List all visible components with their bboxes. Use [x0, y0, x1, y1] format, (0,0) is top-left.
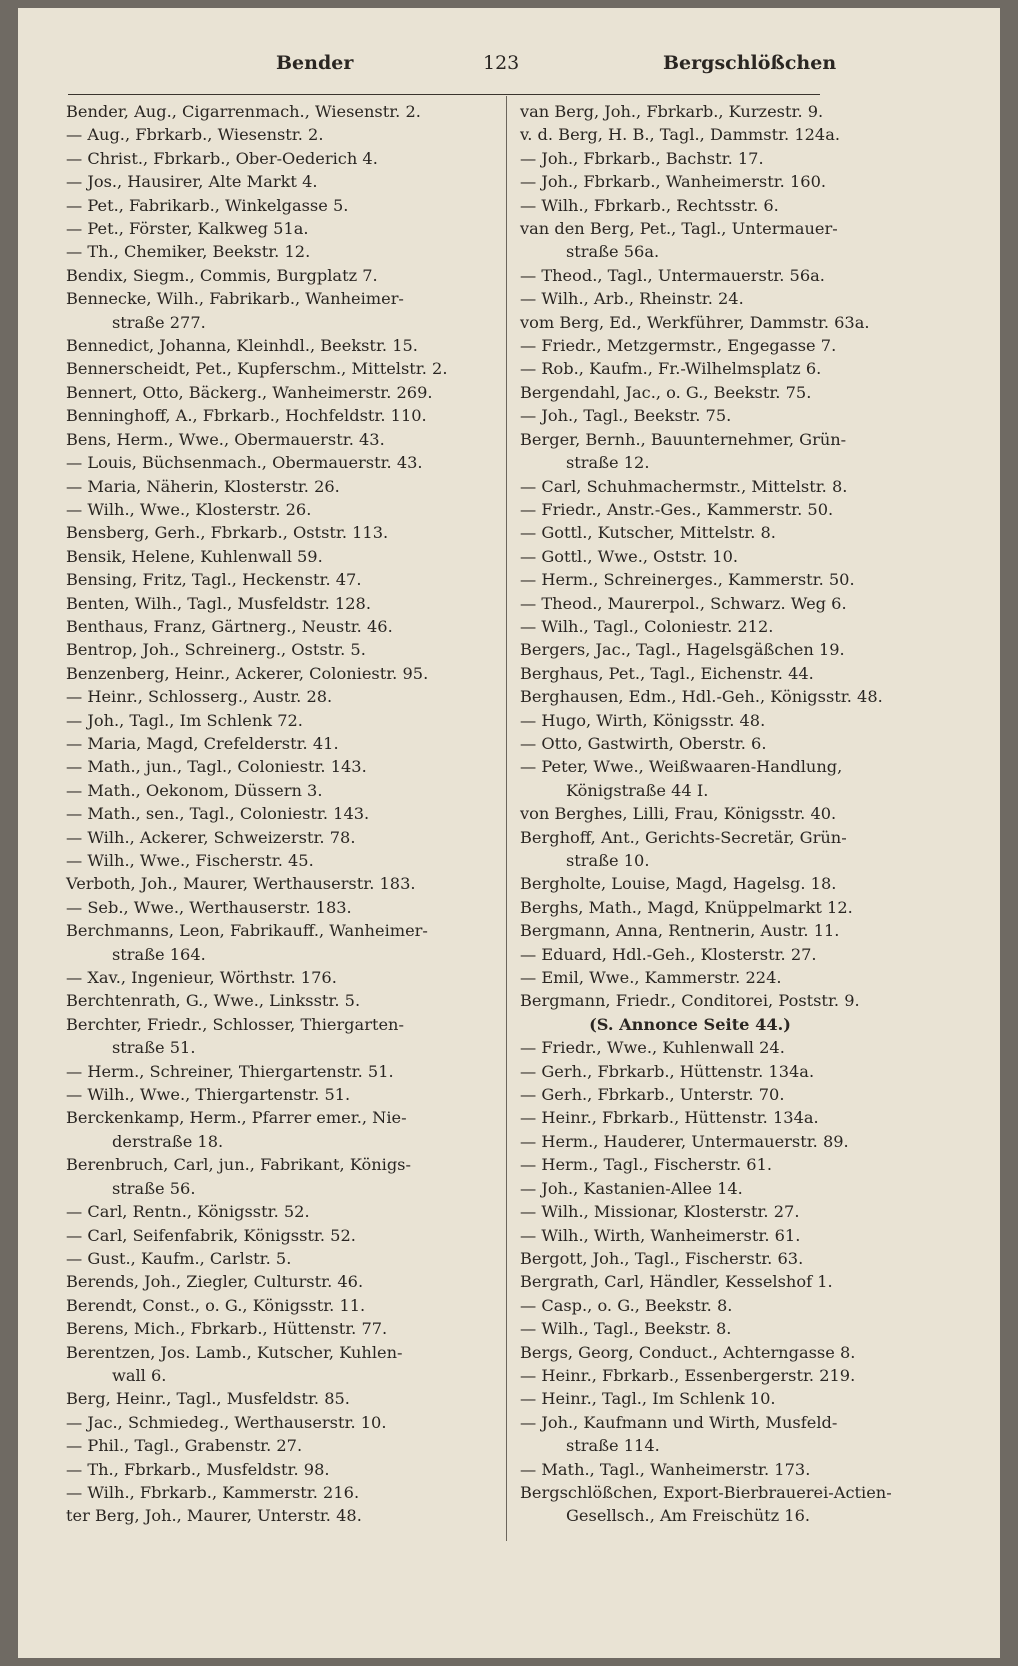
directory-entry — [66, 404, 498, 427]
entry-text: — Casp., o. G., Beekstr. 8. — [520, 1295, 733, 1315]
directory-entry — [66, 451, 498, 474]
directory-entry — [520, 1364, 856, 1387]
header-right-keyword: Bergschlößchen — [663, 52, 837, 74]
entry-text: — Carl, Seifenfabrik, Königsstr. 52. — [66, 1225, 356, 1245]
column-divider — [506, 96, 507, 1541]
entry-text: Bergott, Joh., Tagl., Fischerstr. 63. — [520, 1248, 804, 1268]
entry-text: Berckenkamp, Herm., Pfarrer emer., Nie- — [66, 1108, 407, 1128]
entry-text: — Joh., Fbrkarb., Bachstr. 17. — [520, 148, 764, 168]
directory-entry — [66, 1458, 498, 1481]
entry-continuation: straße 164. — [112, 944, 206, 964]
entry-text: — Theod., Tagl., Untermauerstr. 56a. — [520, 265, 825, 285]
entry-text: — Heinr., Fbrkarb., Hüttenstr. 134a. — [520, 1108, 819, 1128]
directory-entry — [66, 1153, 498, 1200]
directory-entry — [520, 170, 827, 193]
entry-continuation: straße 12. — [566, 453, 650, 473]
directory-entry — [66, 896, 498, 919]
entry-text: — Wilh., Tagl., Beekstr. 8. — [520, 1319, 732, 1339]
directory-entry — [66, 1387, 498, 1410]
directory-entry — [66, 849, 498, 872]
entry-text: — Carl, Schuhmachermstr., Mittelstr. 8. — [520, 476, 848, 496]
directory-entry — [520, 1411, 838, 1458]
entry-text: — Pet., Fabrikarb., Winkelgasse 5. — [66, 195, 349, 215]
directory-entry — [66, 779, 498, 802]
directory-entry — [66, 170, 498, 193]
directory-entry — [66, 1317, 498, 1340]
entry-text: — Joh., Fbrkarb., Wanheimerstr. 160. — [520, 172, 827, 192]
directory-entry — [520, 755, 843, 802]
entry-text: — Carl, Rentn., Königsstr. 52. — [66, 1202, 310, 1222]
directory-entry — [66, 217, 498, 240]
entry-text: — Theod., Maurerpol., Schwarz. Weg 6. — [520, 593, 847, 613]
entry-text: Bendix, Siegm., Commis, Burgplatz 7. — [66, 265, 378, 285]
directory-entry — [66, 919, 498, 966]
entry-text: — Math., Oekonom, Düssern 3. — [66, 780, 323, 800]
directory-entry — [520, 1106, 820, 1129]
directory-entry — [520, 521, 820, 544]
directory-entry — [66, 662, 498, 685]
directory-entry — [520, 1224, 820, 1247]
directory-entry — [520, 264, 825, 287]
entry-continuation: straße 56a. — [566, 242, 660, 262]
directory-entry — [520, 147, 820, 170]
entry-text: — Gerh., Fbrkarb., Hüttenstr. 134a. — [520, 1061, 815, 1081]
entry-text: von Berghes, Lilli, Frau, Königsstr. 40. — [520, 804, 837, 824]
entry-text: — Wilh., Wwe., Klosterstr. 26. — [66, 499, 312, 519]
entry-text: — Wilh., Wwe., Thiergartenstr. 51. — [66, 1085, 351, 1105]
directory-entry — [520, 1036, 820, 1059]
entry-text: Berens, Mich., Fbrkarb., Hüttenstr. 77. — [66, 1319, 388, 1339]
directory-entry — [66, 240, 498, 263]
entry-text: Berchmanns, Leon, Fabrikauff., Wanheimer- — [66, 921, 428, 941]
entry-text: — Phil., Tagl., Grabenstr. 27. — [66, 1436, 303, 1456]
directory-entry — [520, 872, 837, 895]
directory-entry — [520, 709, 820, 732]
entry-text: Berghaus, Pet., Tagl., Eichenstr. 44. — [520, 663, 814, 683]
directory-entry — [66, 1294, 498, 1317]
entry-text: Bens, Herm., Wwe., Obermauerstr. 43. — [66, 429, 385, 449]
entry-text: — Herm., Hauderer, Untermauerstr. 89. — [520, 1131, 849, 1151]
directory-entry — [520, 1294, 820, 1317]
entry-text: Bennecke, Wilh., Fabrikarb., Wanheimer- — [66, 289, 404, 309]
directory-entry — [520, 100, 824, 123]
right-column — [520, 100, 892, 1528]
directory-entry — [66, 428, 498, 451]
entry-text: Bensing, Fritz, Tagl., Heckenstr. 47. — [66, 570, 362, 590]
entry-text: Benzenberg, Heinr., Ackerer, Coloniestr. 95. — [66, 663, 429, 683]
entry-text: Bergs, Georg, Conduct., Achterngasse 8. — [520, 1342, 856, 1362]
entry-text: — Wilh., Fbrkarb., Rechtsstr. 6. — [520, 195, 779, 215]
directory-entry — [520, 217, 838, 264]
entry-text: — Joh., Tagl., Im Schlenk 72. — [66, 710, 303, 730]
entry-text: Bergendahl, Jac., o. G., Beekstr. 75. — [520, 382, 812, 402]
directory-entry — [66, 568, 498, 591]
directory-entry — [66, 709, 498, 732]
directory-entry — [66, 100, 498, 123]
directory-entry — [66, 592, 498, 615]
entry-text: Verboth, Joh., Maurer, Werthauserstr. 183. — [66, 874, 416, 894]
entry-text: Berchter, Friedr., Schlosser, Thiergarten- — [66, 1014, 404, 1034]
entry-text: Berghausen, Edm., Hdl.-Geh., Königsstr. 48. — [520, 687, 883, 707]
entry-text: van den Berg, Pet., Tagl., Untermauer- — [520, 219, 838, 239]
directory-entry — [520, 311, 870, 334]
entry-text: — Herm., Schreiner, Thiergartenstr. 51. — [66, 1061, 394, 1081]
entry-text: — Joh., Kastanien-Allee 14. — [520, 1178, 743, 1198]
entry-text: — Friedr., Metzgermstr., Engegasse 7. — [520, 336, 837, 356]
entry-text: van Berg, Joh., Fbrkarb., Kurzestr. 9. — [520, 102, 824, 121]
directory-entry — [520, 334, 837, 357]
directory-entry — [66, 357, 498, 380]
directory-entry — [520, 1130, 849, 1153]
directory-entry — [66, 966, 498, 989]
entry-text: — Friedr., Wwe., Kuhlenwall 24. — [520, 1038, 785, 1058]
directory-entry — [520, 357, 820, 380]
directory-entry — [66, 1341, 498, 1388]
directory-entry — [66, 1200, 498, 1223]
directory-entry — [520, 428, 847, 475]
entry-text: — Th., Chemiker, Beekstr. 12. — [66, 242, 311, 262]
directory-entry — [520, 826, 847, 873]
entry-text: — Eduard, Hdl.-Geh., Klosterstr. 27. — [520, 944, 817, 964]
directory-entry — [520, 404, 820, 427]
entry-text: — Math., jun., Tagl., Coloniestr. 143. — [66, 757, 367, 777]
entry-text: Berends, Joh., Ziegler, Culturstr. 46. — [66, 1272, 364, 1292]
entry-text: — Wilh., Wirth, Wanheimerstr. 61. — [520, 1225, 801, 1245]
entry-text: — Wilh., Ackerer, Schweizerstr. 78. — [66, 827, 356, 847]
entry-text: v. d. Berg, H. B., Tagl., Dammstr. 124a. — [520, 125, 841, 145]
directory-entry — [520, 545, 820, 568]
entry-text: Bergmann, Anna, Rentnerin, Austr. 11. — [520, 921, 840, 941]
directory-entry — [66, 1224, 498, 1247]
entry-text: Bergrath, Carl, Händler, Kesselshof 1. — [520, 1272, 833, 1292]
directory-entry — [66, 264, 498, 287]
entry-text: — Rob., Kaufm., Fr.-Wilhelmsplatz 6. — [520, 359, 822, 379]
directory-entry — [66, 732, 498, 755]
directory-entry — [66, 334, 498, 357]
entry-text: vom Berg, Ed., Werkführer, Dammstr. 63a. — [520, 312, 870, 332]
directory-entry — [520, 1060, 820, 1083]
entry-text: — Xav., Ingenieur, Wörthstr. 176. — [66, 968, 337, 988]
directory-entry — [66, 545, 498, 568]
entry-text: — Wilh., Missionar, Klosterstr. 27. — [520, 1202, 800, 1222]
directory-entry — [66, 1270, 498, 1293]
entry-text: Benninghoff, A., Fbrkarb., Hochfeldstr. 110. — [66, 406, 427, 426]
directory-entry — [66, 475, 498, 498]
entry-text: Bender, Aug., Cigarrenmach., Wiesenstr. 2. — [66, 102, 421, 121]
directory-entry — [520, 732, 820, 755]
directory-entry — [520, 966, 820, 989]
entry-text: Bergers, Jac., Tagl., Hagelsgäßchen 19. — [520, 640, 845, 660]
directory-entry — [66, 1504, 498, 1527]
entry-text: — Herm., Schreinerges., Kammerstr. 50. — [520, 570, 855, 590]
directory-entry — [66, 872, 498, 895]
directory-entry — [520, 194, 820, 217]
entry-text: — Peter, Wwe., Weißwaaren-Handlung, — [520, 757, 843, 777]
directory-entry — [66, 123, 498, 146]
entry-text: — Wilh., Arb., Rheinstr. 24. — [520, 289, 744, 309]
directory-entry — [520, 1270, 833, 1293]
entry-text: Bergholte, Louise, Magd, Hagelsg. 18. — [520, 874, 837, 894]
page-header — [18, 52, 1000, 82]
entry-text: — Wilh., Tagl., Coloniestr. 212. — [520, 616, 774, 636]
entry-continuation: straße 56. — [112, 1178, 196, 1198]
entry-text: Bensik, Helene, Kuhlenwall 59. — [66, 546, 323, 566]
entry-continuation: wall 6. — [112, 1365, 167, 1385]
entry-text: — Hugo, Wirth, Königsstr. 48. — [520, 710, 766, 730]
entry-text: — Maria, Näherin, Klosterstr. 26. — [66, 476, 340, 496]
entry-text: Bergschlößchen, Export-Bierbrauerei-Actien- — [520, 1482, 892, 1502]
entry-text: Bennedict, Johanna, Kleinhdl., Beekstr. 15. — [66, 336, 418, 356]
entry-continuation: Königstraße 44 I. — [566, 780, 709, 800]
entry-text: — Herm., Tagl., Fischerstr. 61. — [520, 1155, 773, 1175]
directory-entry — [66, 1013, 498, 1060]
entry-text: — Gerh., Fbrkarb., Unterstr. 70. — [520, 1085, 785, 1105]
directory-entry — [520, 1153, 820, 1176]
directory-entry — [66, 615, 498, 638]
directory-entry — [66, 802, 498, 825]
entry-text: — Christ., Fbrkarb., Ober-Oederich 4. — [66, 148, 378, 168]
entry-text: Bensberg, Gerh., Fbrkarb., Oststr. 113. — [66, 523, 389, 543]
directory-page — [18, 8, 1000, 1658]
directory-entry — [66, 638, 498, 661]
directory-entry — [520, 919, 840, 942]
directory-entry — [520, 1458, 820, 1481]
entry-text: — Joh., Tagl., Beekstr. 75. — [520, 406, 732, 426]
directory-entry — [520, 1200, 820, 1223]
directory-entry — [66, 826, 498, 849]
directory-entry — [520, 592, 847, 615]
directory-entry — [520, 685, 883, 708]
directory-entry — [66, 1060, 498, 1083]
directory-entry — [520, 896, 853, 919]
directory-entry — [66, 521, 498, 544]
entry-text: — Heinr., Tagl., Im Schlenk 10. — [520, 1389, 776, 1409]
directory-entry — [520, 943, 820, 966]
directory-entry — [66, 147, 498, 170]
entry-continuation: straße 277. — [112, 312, 206, 332]
entry-text: — Math., Tagl., Wanheimerstr. 173. — [520, 1459, 811, 1479]
entry-text: — Jos., Hausirer, Alte Markt 4. — [66, 172, 318, 192]
entry-text: — Heinr., Schlosserg., Austr. 28. — [66, 687, 333, 707]
directory-entry — [520, 1177, 820, 1200]
entry-text: — Jac., Schmiedeg., Werthauserstr. 10. — [66, 1412, 387, 1432]
entry-text: — Joh., Kaufmann und Wirth, Musfeld- — [520, 1412, 838, 1432]
entry-text: Berchtenrath, G., Wwe., Linksstr. 5. — [66, 991, 361, 1011]
directory-entry — [520, 638, 845, 661]
directory-entry — [66, 1411, 498, 1434]
directory-entry — [520, 1387, 820, 1410]
header-rule — [68, 94, 820, 95]
directory-entry — [520, 381, 820, 404]
entry-text: ter Berg, Joh., Maurer, Unterstr. 48. — [66, 1506, 362, 1526]
entry-text: Berghs, Math., Magd, Knüppelmarkt 12. — [520, 897, 853, 917]
entry-text: Benthaus, Franz, Gärtnerg., Neustr. 46. — [66, 616, 393, 636]
entry-text: — Maria, Magd, Crefelderstr. 41. — [66, 733, 339, 753]
directory-entry — [520, 1481, 892, 1528]
directory-entry — [520, 662, 820, 685]
directory-entry — [66, 1434, 498, 1457]
entry-text: — Wilh., Wwe., Fischerstr. 45. — [66, 851, 314, 870]
entry-text: Benten, Wilh., Tagl., Musfeldstr. 128. — [66, 593, 371, 613]
entry-continuation: straße 114. — [566, 1436, 660, 1456]
entry-text: Bentrop, Joh., Schreinerg., Oststr. 5. — [66, 640, 366, 660]
entry-continuation: derstraße 18. — [112, 1131, 224, 1151]
directory-entry — [520, 1247, 820, 1270]
entry-text: Berentzen, Jos. Lamb., Kutscher, Kuhlen- — [66, 1342, 403, 1362]
directory-entry — [520, 1013, 820, 1036]
entry-text: — Otto, Gastwirth, Oberstr. 6. — [520, 733, 767, 753]
entry-text: Bergmann, Friedr., Conditorei, Poststr. 9. — [520, 991, 860, 1011]
page-number: 123 — [483, 52, 520, 74]
annonce-note: (S. Annonce Seite 44.) — [589, 1014, 791, 1034]
entry-text: — Friedr., Anstr.-Ges., Kammerstr. 50. — [520, 499, 834, 519]
entry-text: — Math., sen., Tagl., Coloniestr. 143. — [66, 804, 370, 824]
directory-entry — [520, 287, 820, 310]
directory-entry — [66, 1083, 498, 1106]
directory-entry — [520, 615, 820, 638]
entry-continuation: straße 10. — [566, 851, 650, 870]
directory-entry — [66, 1247, 498, 1270]
directory-entry — [520, 1083, 820, 1106]
header-left-keyword: Bender — [276, 52, 354, 74]
directory-entry — [66, 498, 498, 521]
entry-text: — Louis, Büchsenmach., Obermauerstr. 43. — [66, 453, 423, 473]
entry-text: Berendt, Const., o. G., Königsstr. 11. — [66, 1295, 366, 1315]
directory-entry — [520, 989, 860, 1012]
entry-text: Berghoff, Ant., Gerichts-Secretär, Grün- — [520, 827, 847, 847]
entry-continuation: straße 51. — [112, 1038, 196, 1058]
directory-entry — [66, 1481, 498, 1504]
directory-entry — [520, 498, 834, 521]
entry-text: — Emil, Wwe., Kammerstr. 224. — [520, 968, 782, 988]
directory-entry — [66, 194, 498, 217]
directory-entry — [66, 1106, 498, 1153]
entry-text: — Aug., Fbrkarb., Wiesenstr. 2. — [66, 125, 324, 145]
entry-text: — Pet., Förster, Kalkweg 51a. — [66, 219, 309, 239]
directory-entry — [66, 989, 498, 1012]
directory-entry — [66, 381, 498, 404]
directory-entry — [520, 568, 855, 591]
left-column — [66, 100, 498, 1528]
directory-entry — [66, 287, 498, 334]
entry-text: — Wilh., Fbrkarb., Kammerstr. 216. — [66, 1482, 360, 1502]
entry-text: — Heinr., Fbrkarb., Essenbergerstr. 219. — [520, 1365, 856, 1385]
entry-text: — Th., Fbrkarb., Musfeldstr. 98. — [66, 1459, 330, 1479]
entry-text: Berenbruch, Carl, jun., Fabrikant, Königs- — [66, 1155, 411, 1175]
directory-entry — [520, 1341, 856, 1364]
entry-text: — Seb., Wwe., Werthauserstr. 183. — [66, 897, 352, 917]
directory-entry — [66, 685, 498, 708]
directory-entry — [520, 802, 837, 825]
entry-text: Berger, Bernh., Bauunternehmer, Grün- — [520, 429, 847, 449]
entry-text: — Gust., Kaufm., Carlstr. 5. — [66, 1248, 292, 1268]
entry-text: — Gottl., Kutscher, Mittelstr. 8. — [520, 523, 776, 543]
directory-entry — [520, 1317, 820, 1340]
entry-text: Bennert, Otto, Bäckerg., Wanheimerstr. 269. — [66, 382, 433, 402]
directory-entry — [66, 755, 498, 778]
directory-entry — [520, 475, 848, 498]
entry-text: Berg, Heinr., Tagl., Musfeldstr. 85. — [66, 1389, 350, 1409]
entry-text: — Gottl., Wwe., Oststr. 10. — [520, 546, 739, 566]
entry-text: Bennerscheidt, Pet., Kupferschm., Mittelstr. 2. — [66, 359, 448, 379]
entry-continuation: Gesellsch., Am Freischütz 16. — [566, 1506, 811, 1526]
directory-entry — [520, 123, 841, 146]
